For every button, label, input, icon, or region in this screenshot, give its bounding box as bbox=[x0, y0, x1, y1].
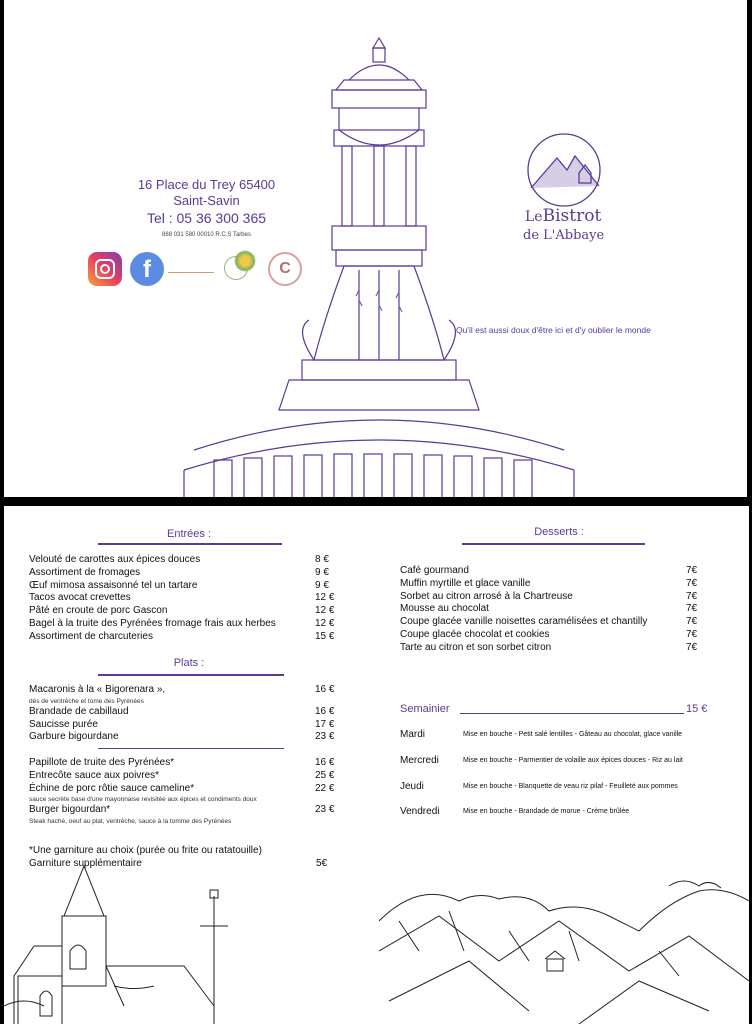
dish-price: 23 € bbox=[315, 731, 335, 743]
plat-row bbox=[29, 731, 349, 744]
dessert-row bbox=[400, 603, 710, 616]
plat-row bbox=[29, 804, 349, 817]
dish-price: 7€ bbox=[686, 577, 698, 589]
semainier-day: Mardi bbox=[400, 729, 426, 740]
dish-price: 12 € bbox=[315, 592, 335, 604]
dish-price: 9 € bbox=[315, 579, 329, 591]
dish-name: Muffin myrtille et glace vanille bbox=[400, 577, 531, 589]
dish-price: 23 € bbox=[315, 804, 335, 816]
dish-name: Saucisse purée bbox=[29, 718, 98, 730]
dish-price: 16 € bbox=[315, 705, 335, 717]
dish-price: 17 € bbox=[315, 718, 335, 730]
semainier-day: Jeudi bbox=[400, 781, 424, 792]
semainier-desc: Mise en bouche - Blanquette de veau riz pilaf - Feuilleté aux pommes bbox=[463, 783, 678, 790]
dessert-row bbox=[400, 629, 710, 642]
dish-price: 16 € bbox=[315, 757, 335, 768]
dish-name: Mousse au chocolat bbox=[400, 603, 489, 615]
dish-price: 25 € bbox=[315, 769, 335, 781]
semainier-title: Semainier bbox=[400, 703, 450, 715]
semainier-desc: Mise en bouche - Brandade de morue - Crème brûlée bbox=[463, 808, 630, 815]
rcs-number: 888 031 580 00010 R.C.S Tarbes bbox=[162, 232, 251, 238]
partner-logo-4: C bbox=[268, 252, 302, 286]
dish-price: 15 € bbox=[315, 630, 335, 642]
dish-name: Coupe glacée vanille noisettes caramélisées et chantilly bbox=[400, 616, 648, 628]
dish-name: Bagel à la truite des Pyrénées fromage frais aux herbes bbox=[29, 617, 276, 629]
dish-name: Tacos avocat crevettes bbox=[29, 592, 131, 604]
entrees-list bbox=[29, 554, 349, 644]
plat-row bbox=[29, 684, 349, 697]
plat-row bbox=[29, 719, 349, 732]
dish-name: Velouté de carottes aux épices douces bbox=[29, 554, 201, 565]
mountains-illustration bbox=[379, 861, 749, 1024]
semainier-rule bbox=[460, 713, 684, 714]
dish-price: 7€ bbox=[686, 603, 698, 615]
desserts-list bbox=[400, 565, 710, 655]
dessert-row bbox=[400, 616, 710, 629]
dish-price: 16 € bbox=[315, 684, 335, 695]
partner-icons bbox=[88, 250, 298, 290]
entree-row bbox=[29, 592, 349, 605]
plat-row bbox=[29, 770, 349, 783]
dish-name: Tarte au citron et son sorbet citron bbox=[400, 641, 552, 653]
logo-text-line1: Bistrot bbox=[542, 206, 602, 226]
plats-rule bbox=[98, 674, 284, 676]
dish-name: Papillote de truite des Pyrénées* bbox=[29, 757, 175, 768]
desserts-title: Desserts : bbox=[534, 526, 584, 538]
entree-row bbox=[29, 554, 349, 567]
plats-note: *Une garniture au choix (purée ou frite ou ratatouille) bbox=[29, 845, 262, 856]
dish-description: dés de ventrèche et tome des Pyrénées bbox=[29, 697, 144, 705]
tagline: Qu'il est aussi doux d'être ici et d'y oublier le monde bbox=[456, 325, 651, 335]
semainier-day: Vendredi bbox=[400, 806, 440, 817]
entrees-rule bbox=[98, 543, 282, 545]
menu-cover-page bbox=[4, 0, 747, 497]
dessert-row bbox=[400, 565, 710, 578]
address-line-1: 16 Place du Trey 65400 bbox=[137, 177, 276, 192]
dish-name: Garbure bigourdane bbox=[29, 731, 119, 743]
plat-row bbox=[29, 706, 349, 719]
dish-price: 12 € bbox=[315, 617, 335, 629]
dish-price: 12 € bbox=[315, 605, 335, 617]
extra-garnish-price: 5€ bbox=[316, 858, 328, 869]
plat-row bbox=[29, 757, 349, 770]
plats-group1 bbox=[29, 684, 349, 744]
dish-description: sauce secrète base d'une mayonnaise revisitée aux épices et condiments doux bbox=[29, 796, 257, 804]
entree-row bbox=[29, 618, 349, 631]
dish-price: 8 € bbox=[315, 554, 329, 565]
dish-name: Burger bigourdan* bbox=[29, 804, 111, 816]
semainier-desc: Mise en bouche - Petit salé lentilles - Gâteau au chocolat, glace vanille bbox=[463, 731, 683, 738]
entree-row bbox=[29, 605, 349, 618]
instagram-icon[interactable] bbox=[88, 252, 122, 286]
dish-price: 7€ bbox=[686, 565, 698, 576]
semainier-day: Mercredi bbox=[400, 755, 439, 766]
entree-row bbox=[29, 631, 349, 644]
entrees-title: Entrées : bbox=[166, 528, 212, 540]
dish-price: 7€ bbox=[686, 616, 698, 628]
partner-logo-1 bbox=[168, 264, 214, 273]
entree-row bbox=[29, 580, 349, 593]
menu-inner-page bbox=[4, 506, 749, 1024]
dish-description: Steak haché, oeuf au plat, ventrèche, sauce à la tomme des Pyrénées bbox=[29, 818, 232, 826]
semainier-desc: Mise en bouche - Parmentier de volaille aux épices douces - Riz au lait bbox=[463, 757, 683, 764]
church-illustration bbox=[4, 856, 244, 1024]
dish-name: Œuf mimosa assaisonné tel un tartare bbox=[29, 579, 198, 591]
address-line-2: Saint-Savin bbox=[173, 193, 240, 208]
dish-price: 7€ bbox=[686, 590, 698, 602]
dessert-row bbox=[400, 591, 710, 604]
dish-price: 22 € bbox=[315, 782, 335, 794]
logo-text-line2: de L'Abbaye bbox=[523, 228, 605, 243]
plat-row bbox=[29, 783, 349, 796]
dish-name: Échine de porc rôtie sauce cameline* bbox=[29, 782, 195, 794]
dish-name: Assortiment de fromages bbox=[29, 566, 141, 578]
dish-price: 7€ bbox=[686, 628, 698, 640]
dessert-row bbox=[400, 642, 710, 655]
dish-name: Macaronis à la « Bigorenara », bbox=[29, 684, 166, 695]
logo-text-prefix: Le bbox=[525, 209, 543, 225]
plats-title: Plats : bbox=[173, 657, 205, 669]
plats-group2 bbox=[29, 757, 349, 826]
facebook-icon[interactable]: f bbox=[130, 252, 164, 286]
extra-garnish-name: Garniture supplémentaire bbox=[29, 858, 142, 869]
entree-row bbox=[29, 567, 349, 580]
partner-logo-3 bbox=[234, 250, 256, 272]
dessert-row bbox=[400, 578, 710, 591]
dish-name: Brandade de cabillaud bbox=[29, 705, 129, 717]
dish-name: Assortiment de charcuteries bbox=[29, 630, 153, 642]
dish-name: Café gourmand bbox=[400, 565, 469, 576]
dish-price: 7€ bbox=[686, 641, 698, 653]
phone-number[interactable]: Tel : 05 36 300 365 bbox=[146, 210, 267, 226]
dish-name: Pâté en croute de porc Gascon bbox=[29, 605, 168, 617]
semainier-price: 15 € bbox=[686, 703, 708, 715]
desserts-rule bbox=[462, 543, 645, 545]
bistrot-logo bbox=[519, 128, 619, 258]
plats-divider bbox=[98, 748, 284, 749]
dish-name: Coupe glacée chocolat et cookies bbox=[400, 628, 550, 640]
dish-name: Entrecôte sauce aux poivres* bbox=[29, 769, 160, 781]
dish-name: Sorbet au citron arrosé à la Chartreuse bbox=[400, 590, 573, 602]
dish-price: 9 € bbox=[315, 566, 329, 578]
